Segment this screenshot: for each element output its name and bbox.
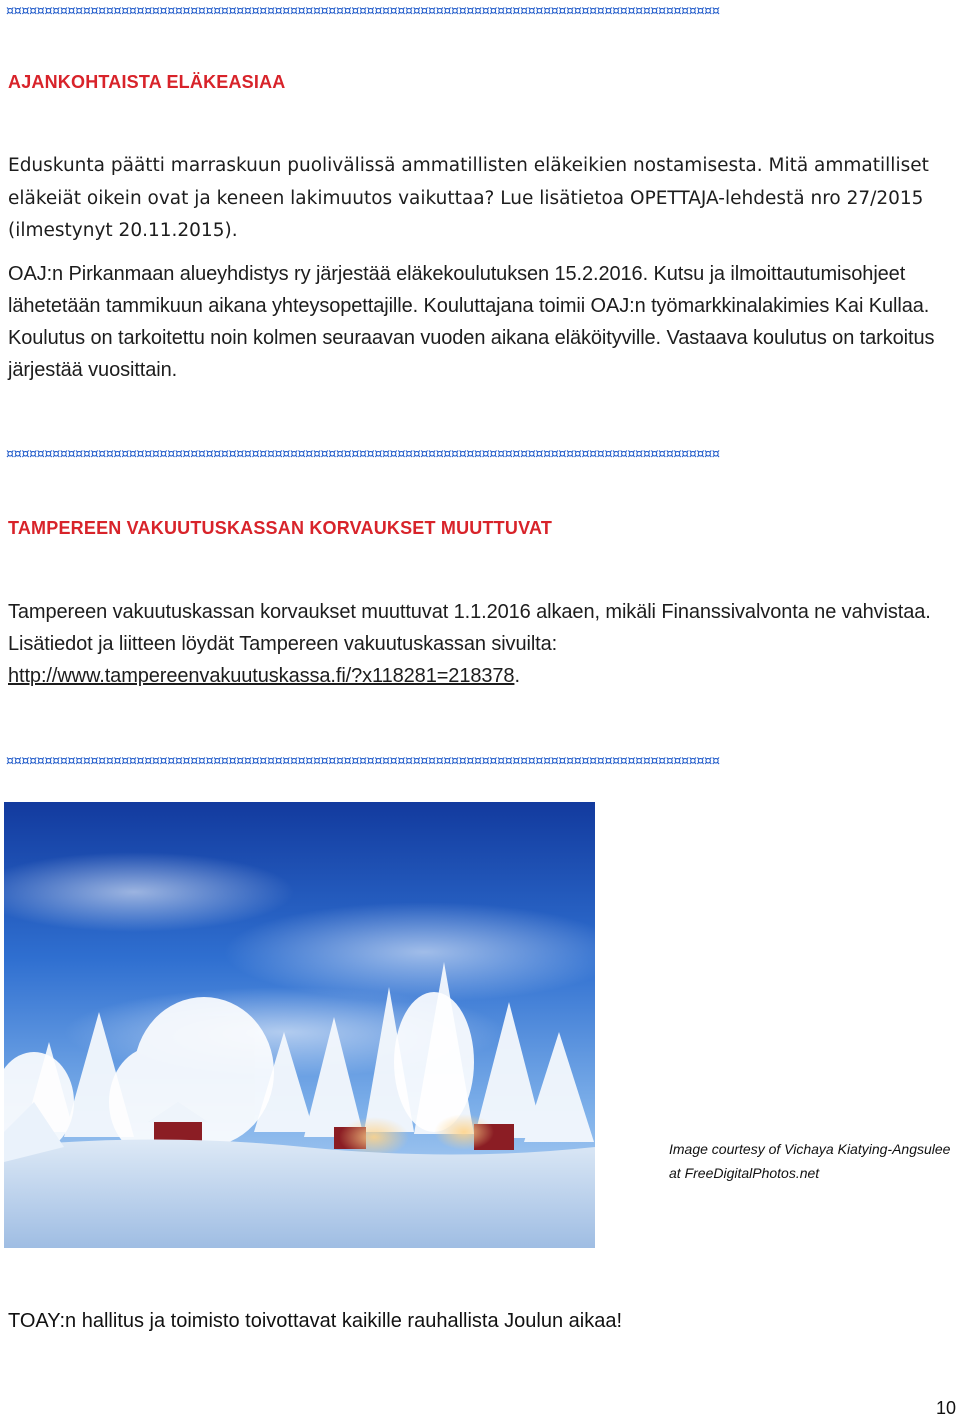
ornament-divider: ¤¤¤¤¤¤¤¤¤¤¤¤¤¤¤¤¤¤¤¤¤¤¤¤¤¤¤¤¤¤¤¤¤¤¤¤¤¤¤¤¤¤¤¤¤¤¤¤¤¤¤¤¤¤¤¤¤¤¤¤¤¤¤¤¤¤¤¤¤¤¤¤¤¤¤¤¤¤¤¤¤¤¤¤¤¤¤¤¤¤¤¤¤ — [6, 4, 720, 19]
link-trailing-period: . — [514, 665, 520, 687]
section-heading-insurance: TAMPEREEN VAKUUTUSKASSAN KORVAUKSET MUUTTUVAT — [8, 518, 553, 538]
ornament-divider: ¤¤¤¤¤¤¤¤¤¤¤¤¤¤¤¤¤¤¤¤¤¤¤¤¤¤¤¤¤¤¤¤¤¤¤¤¤¤¤¤¤¤¤¤¤¤¤¤¤¤¤¤¤¤¤¤¤¤¤¤¤¤¤¤¤¤¤¤¤¤¤¤¤¤¤¤¤¤¤¤¤¤¤¤¤¤¤¤¤¤¤¤¤ — [6, 754, 720, 769]
insurance-paragraph — [8, 596, 948, 692]
image-caption-line-2: at FreeDigitalPhotos.net — [669, 1165, 820, 1181]
page-number: 10 — [935, 1398, 956, 1418]
image-caption-line-1: Image courtesy of Vichaya Kiatying-Angsulee — [669, 1141, 951, 1157]
section-heading-pension: AJANKOHTAISTA ELÄKEASIAA — [8, 72, 286, 92]
image-caption — [669, 1137, 959, 1185]
ornament-divider: ¤¤¤¤¤¤¤¤¤¤¤¤¤¤¤¤¤¤¤¤¤¤¤¤¤¤¤¤¤¤¤¤¤¤¤¤¤¤¤¤¤¤¤¤¤¤¤¤¤¤¤¤¤¤¤¤¤¤¤¤¤¤¤¤¤¤¤¤¤¤¤¤¤¤¤¤¤¤¤¤¤¤¤¤¤¤¤¤¤¤¤¤¤ — [6, 447, 720, 462]
insurance-text: Tampereen vakuutuskassan korvaukset muuttuvat 1.1.2016 alkaen, mikäli Finanssivalvonta ne vahvistaa. Lisätiedot ja liitteen löydät Tampereen vakuutuskassan sivuilta: — [8, 601, 931, 655]
holiday-greeting: TOAY:n hallitus ja toimisto toivottavat kaikille rauhallista Joulun aikaa! — [8, 1310, 623, 1332]
pension-paragraph-2: OAJ:n Pirkanmaan alueyhdistys ry järjestää eläkekoulutuksen 15.2.2016. Kutsu ja ilmoittautumisohjeet lähetetään tammikuun aikana yhteysopettajille. Kouluttajana toimii OAJ:n työmarkkinalakimies Kai Kullaa. Koulutus on tarkoitettu noin kolmen seuraavan vuoden aikana eläköityville. Vastaava koulutus on tarkoitus järjestää vuosittain. — [8, 263, 935, 381]
winter-landscape-image — [4, 802, 595, 1248]
insurance-link[interactable]: http://www.tampereenvakuutuskassa.fi/?x118281=218378 — [8, 665, 515, 687]
pension-paragraph-1: Eduskunta päätti marraskuun puolivälissä ammatillisten eläkeikien nostamisesta. Mitä ammatilliset eläkeiät oikein ovat ja keneen lakimuutos vaikuttaa? Lue lisätietoa OPETTAJA-lehdestä nro 27/2015 (ilmestynyt 20.11.2015). — [8, 155, 929, 241]
